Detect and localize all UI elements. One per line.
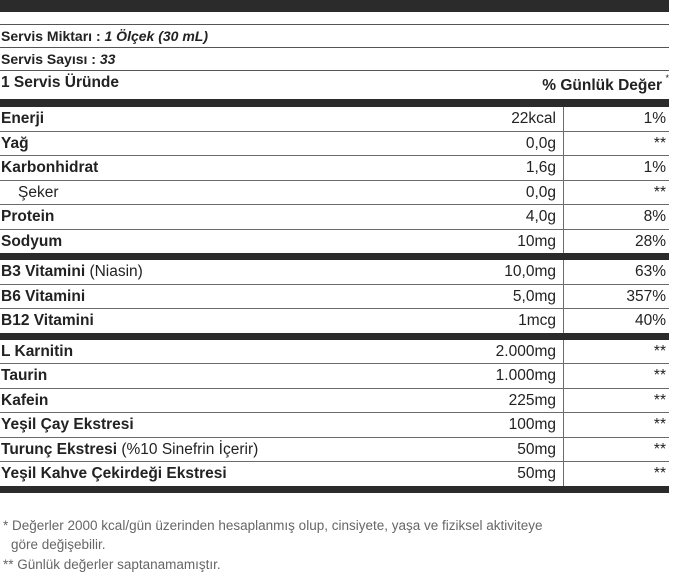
column-divider [563,230,564,254]
nutrient-daily-value: ** [653,465,666,482]
serving-size [0,25,669,47]
column-divider [563,205,564,229]
nutrient-name: Şeker [18,183,59,201]
header-daily-value: % Günlük Değer * [542,73,669,94]
macros-group [0,107,669,253]
table-row [0,389,669,414]
nutrient-amount: 5,0mg [512,287,556,305]
nutrient-note: (Niasin) [85,263,143,280]
nutrient-name: Yeşil Çay Ekstresi [1,416,134,433]
nutrient-daily-value: ** [653,134,666,152]
nutrient-amount: 10mg [517,232,556,250]
nutrient-amount: 2.000mg [495,342,556,360]
table-row [0,364,669,389]
nutrient-amount: 50mg [517,465,556,482]
nutrient-daily-value: 28% [634,232,666,250]
table-row [0,132,669,157]
section-bar [0,253,669,260]
nutrient-amount: 100mg [508,416,556,433]
serving-size-value: 1 Ölçek (30 mL) [104,28,208,44]
nutrient-daily-value: 8% [643,208,666,225]
table-row [0,205,669,230]
column-divider [563,438,564,462]
table-header [0,71,669,99]
header-per-serving: 1 Servis Üründe [1,74,120,91]
table-row [0,230,669,254]
column-divider [563,181,564,205]
column-divider [563,309,564,333]
nutrient-daily-value: 1% [643,110,666,127]
column-divider [563,364,564,388]
nutrient-amount: 1.000mg [495,367,556,384]
nutrient-amount: 50mg [517,440,556,458]
nutrient-daily-value: 40% [634,312,666,329]
table-row [0,285,669,310]
nutrient-daily-value: ** [653,440,666,458]
nutrient-daily-value: ** [653,416,666,433]
nutrient-name: B6 Vitamini [1,287,86,305]
nutrient-amount: 10,0mg [504,263,556,280]
table-row [0,462,669,486]
section-bar [0,333,669,340]
table-row [0,438,669,463]
footnote-marker: * [665,73,669,83]
nutrient-amount: 225mg [508,391,556,409]
nutrient-name: Protein [1,208,55,225]
footnote-1-line-1: * Değerler 2000 kcal/gün üzerinden hesaplanmış olup, cinsiyete, yaşa ve fiziksel aktiviteye [3,518,543,533]
column-divider [563,107,564,131]
nutrient-name: Turunç Ekstresi (%10 Sinefrin İçerir) [1,440,259,458]
nutrient-name: Enerji [1,110,45,127]
section-bar [0,486,669,493]
nutrient-amount: 4,0g [525,208,556,225]
table-row [0,181,669,206]
extracts-group [0,340,669,486]
vitamins-group [0,260,669,333]
nutrient-name: B3 Vitamini (Niasin) [1,263,143,280]
column-divider [563,340,564,364]
table-row [0,413,669,438]
table-row [0,107,669,132]
nutrient-daily-value: 63% [634,263,666,280]
nutrient-name: Karbonhidrat [1,159,99,176]
table-row [0,156,669,181]
column-divider [563,285,564,309]
servings-label: Servis Sayısı : [1,51,96,67]
nutrient-amount: 1,6g [525,159,556,176]
column-divider [563,462,564,486]
nutrient-name: Sodyum [1,232,63,250]
footnote-1-line-2: görе değişebilir. [11,537,106,552]
nutrient-daily-value: 357% [626,287,666,305]
servings-count [0,48,669,70]
nutrient-amount: 0,0g [525,134,556,152]
column-divider [563,260,564,284]
nutrient-daily-value: ** [653,391,666,409]
nutrient-daily-value: ** [653,183,666,201]
nutrient-daily-value: ** [653,342,666,360]
section-bar [0,99,669,107]
nutrient-name: B12 Vitamini [1,312,94,329]
nutrient-amount: 22kcal [511,110,556,127]
column-divider [563,389,564,413]
footnote-2: ** Günlük değerler saptanamamıştır. [3,557,221,572]
nutrient-daily-value: 1% [643,159,666,176]
footnote-1 [3,516,663,554]
nutrient-note: (%10 Sinefrin İçerir) [117,440,259,458]
nutrient-name: L Karnitin [1,342,74,360]
column-divider [563,413,564,437]
table-row [0,260,669,285]
top-bar [0,0,669,12]
column-divider [563,156,564,180]
nutrient-amount: 1mcg [518,312,556,329]
nutrient-name: Kafein [1,391,49,409]
nutrient-name: Yeşil Kahve Çekirdeği Ekstresi [1,465,227,482]
column-divider [563,132,564,156]
nutrient-amount: 0,0g [525,183,556,201]
table-row [0,340,669,365]
servings-value: 33 [99,51,116,67]
serving-size-label: Servis Miktarı : [1,28,101,44]
table-row [0,309,669,333]
nutrient-name: Taurin [1,367,48,384]
nutrient-name: Yağ [1,134,29,152]
nutrient-daily-value: ** [653,367,666,384]
